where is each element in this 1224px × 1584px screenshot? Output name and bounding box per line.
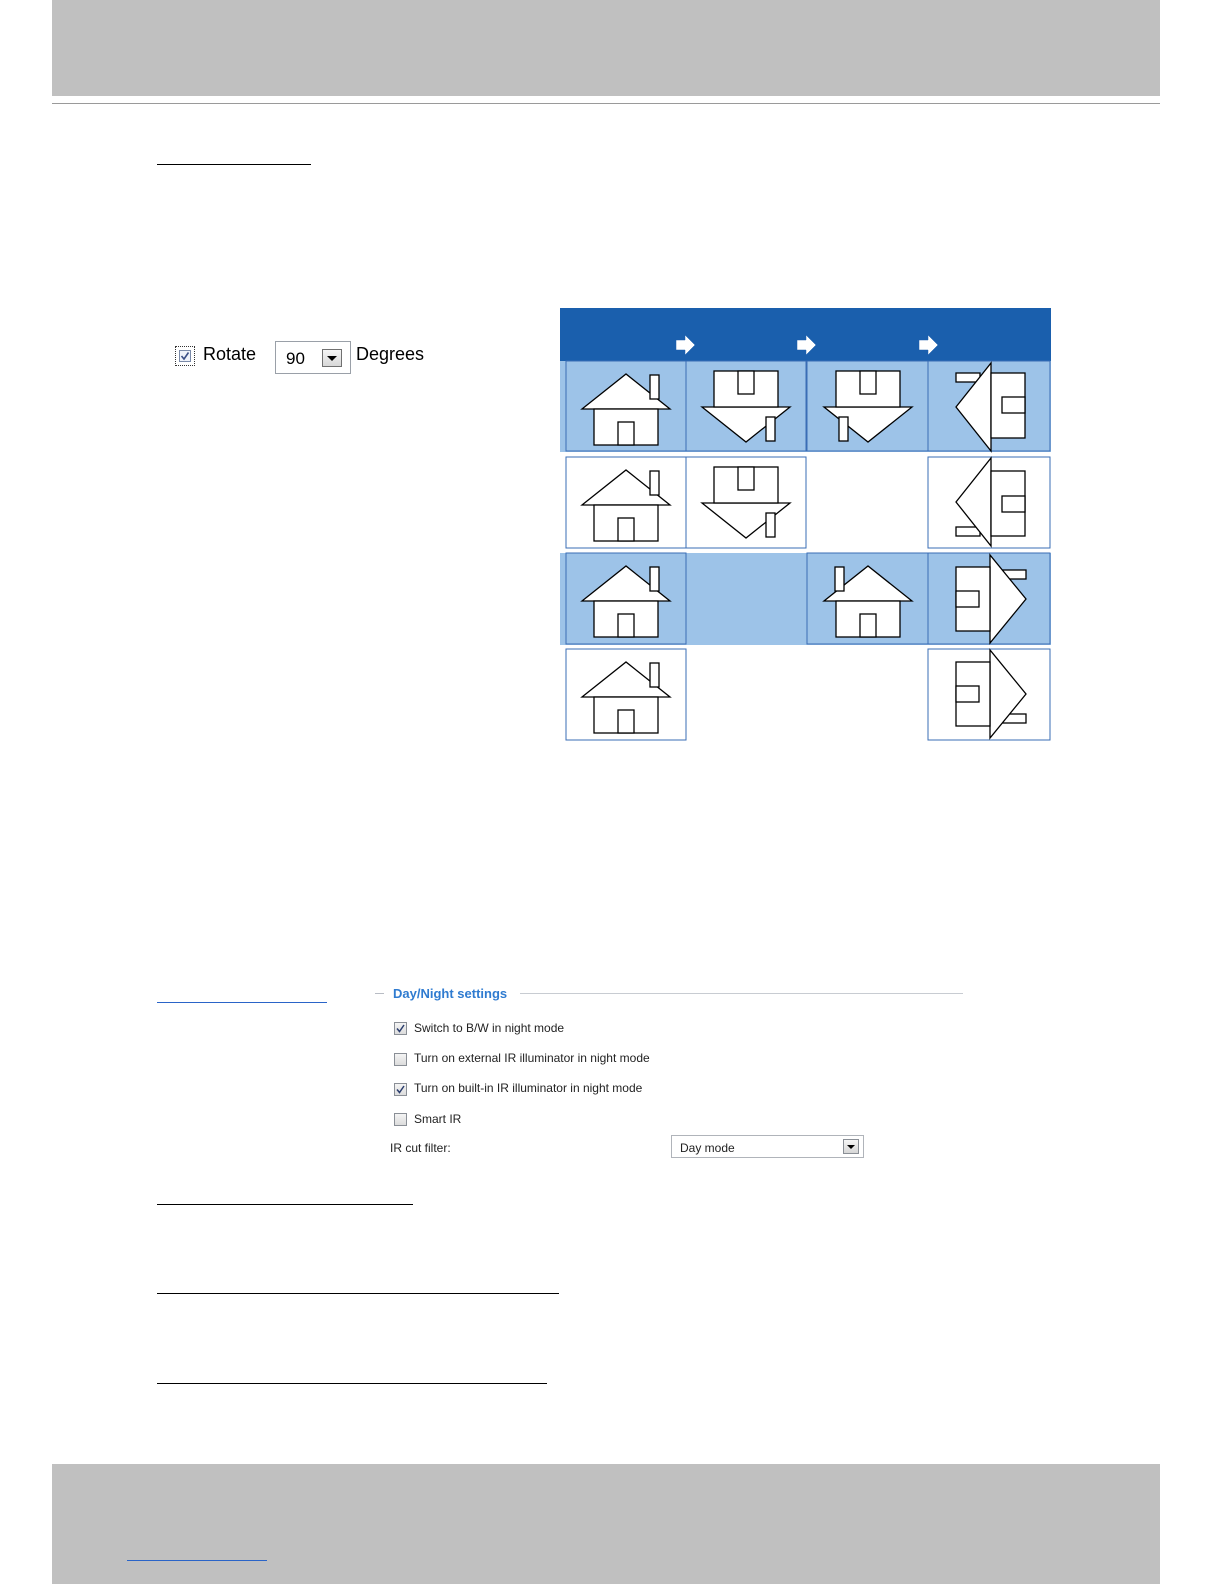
smart-ir-label: Smart IR (414, 1112, 462, 1126)
day-night-settings-title: Day/Night settings (393, 986, 508, 1001)
house-rotated-right-mirrored-icon (928, 649, 1050, 740)
house-upright-icon (566, 649, 686, 740)
degrees-label: Degrees (356, 344, 425, 364)
bw-night-mode-label: Switch to B/W in night mode (414, 1021, 565, 1035)
builtin-ir-label: Turn on built-in IR illuminator in night mode (414, 1081, 643, 1095)
builtin-ir-checkbox[interactable] (394, 1083, 407, 1096)
chevron-down-icon[interactable] (843, 1139, 859, 1154)
bw-night-mode-checkbox[interactable] (394, 1022, 407, 1035)
section-heading-underline (157, 164, 311, 165)
page-footer-band (52, 1464, 1160, 1584)
ir-cut-filter-value: Day mode (680, 1141, 735, 1155)
house-rotated-left-mirrored-icon (928, 457, 1050, 548)
footer-link-underline[interactable] (127, 1560, 267, 1561)
external-ir-checkbox[interactable] (394, 1053, 407, 1066)
external-ir-label: Turn on external IR illuminator in night mode (414, 1051, 650, 1065)
house-upright-icon (566, 457, 686, 548)
fieldset-rule (520, 993, 963, 994)
section-heading-underline (157, 1293, 559, 1294)
rotate-checkbox[interactable] (175, 346, 195, 366)
section-heading-underline (157, 1383, 547, 1384)
ir-cut-filter-label: IR cut filter: (390, 1141, 451, 1155)
checkmark-icon (180, 351, 190, 361)
rotate-degree-value: 90 (286, 349, 305, 368)
page-header-band (52, 0, 1160, 96)
orientation-diagram (560, 308, 1052, 744)
ir-cut-filter-select[interactable] (671, 1135, 864, 1158)
rotate-label: Rotate (203, 344, 257, 364)
header-rule (52, 103, 1160, 104)
chevron-down-icon[interactable] (322, 349, 342, 367)
rotate-degree-select[interactable] (275, 341, 351, 374)
checkmark-icon (395, 1084, 406, 1095)
checkmark-icon (395, 1023, 406, 1034)
fieldset-dash (375, 993, 384, 994)
house-upside-down-icon (686, 457, 806, 548)
smart-ir-checkbox[interactable] (394, 1113, 407, 1126)
link-underline[interactable] (157, 1002, 327, 1003)
section-heading-underline (157, 1204, 413, 1205)
diagram-header-bar (560, 308, 1051, 361)
